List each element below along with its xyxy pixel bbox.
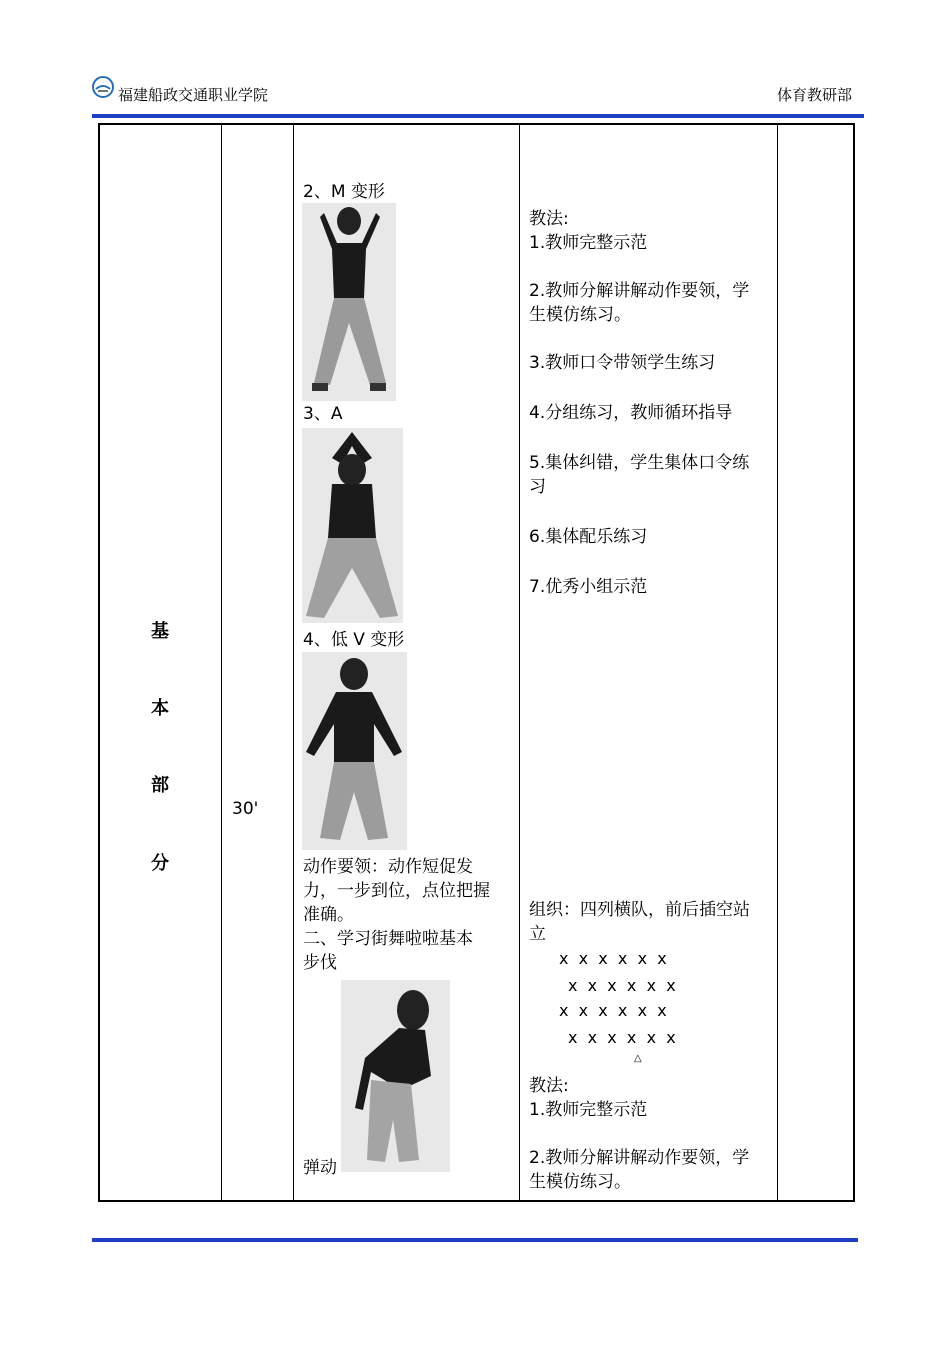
formation-row: x x x x x x (568, 1028, 676, 1047)
footer-rule (92, 1238, 858, 1242)
section-label-char: 本 (151, 698, 169, 719)
method-item: 1.教师完整示范 (529, 1100, 648, 1120)
move-title: 3、A (303, 404, 343, 424)
column-divider (519, 125, 520, 1200)
teaching-methods (529, 207, 774, 599)
method-item: 7.优秀小组示范 (529, 577, 648, 597)
duration: 30' (232, 799, 259, 819)
school-name: 福建船政交通职业学院 (118, 86, 269, 104)
move-title: 4、低 V 变形 (303, 630, 405, 650)
dancer-figure-icon (302, 652, 407, 850)
section-label-char: 部 (151, 775, 169, 796)
column-divider (221, 125, 222, 1200)
organization-text: 组织：四列横队，前后插空站 立 (529, 900, 750, 944)
figure-low-v-pose (302, 652, 407, 850)
teaching-methods-2 (529, 1074, 774, 1194)
department-name: 体育教研部 (776, 86, 852, 104)
methods-title: 教法: (529, 209, 569, 229)
method-item: 6.集体配乐练习 (529, 527, 648, 547)
section-label-char: 分 (151, 853, 169, 874)
dancer-figure-icon (341, 980, 450, 1172)
method-item: 3.教师口令带领学生练习 (529, 353, 716, 373)
dancer-figure-icon (302, 428, 403, 623)
method-item: 1.教师完整示范 (529, 233, 648, 253)
column-divider (293, 125, 294, 1200)
teacher-position-icon: △ (634, 1053, 642, 1064)
figure-bounce-step (341, 980, 450, 1172)
lesson-table (98, 123, 855, 1202)
formation-row: x x x x x x (568, 976, 676, 995)
section-label-char: 基 (151, 621, 169, 642)
formation-row: x x x x x x (559, 949, 667, 968)
move-title: 2、M 变形 (303, 182, 385, 202)
dancer-figure-icon (302, 203, 396, 401)
figure-m-pose (302, 203, 396, 401)
methods-title: 教法: (529, 1076, 569, 1096)
page-header (92, 72, 856, 116)
column-divider (777, 125, 778, 1200)
method-item: 4.分组练习，教师循环指导 (529, 403, 733, 423)
formation-row: x x x x x x (559, 1001, 667, 1020)
figure-a-pose (302, 428, 403, 623)
bounce-label: 弹动 (303, 1158, 337, 1178)
header-rule (92, 114, 864, 118)
method-item: 5.集体纠错，学生集体口令练 习 (529, 453, 750, 497)
school-logo-icon (92, 76, 114, 98)
method-item: 2.教师分解讲解动作要领，学 生模仿练习。 (529, 281, 750, 325)
method-item: 2.教师分解讲解动作要领，学 生模仿练习。 (529, 1148, 750, 1192)
movement-essentials: 动作要领：动作短促发 力，一步到位，点位把握 准确。 二、学习街舞啦啦基本 步伐 (303, 857, 490, 973)
